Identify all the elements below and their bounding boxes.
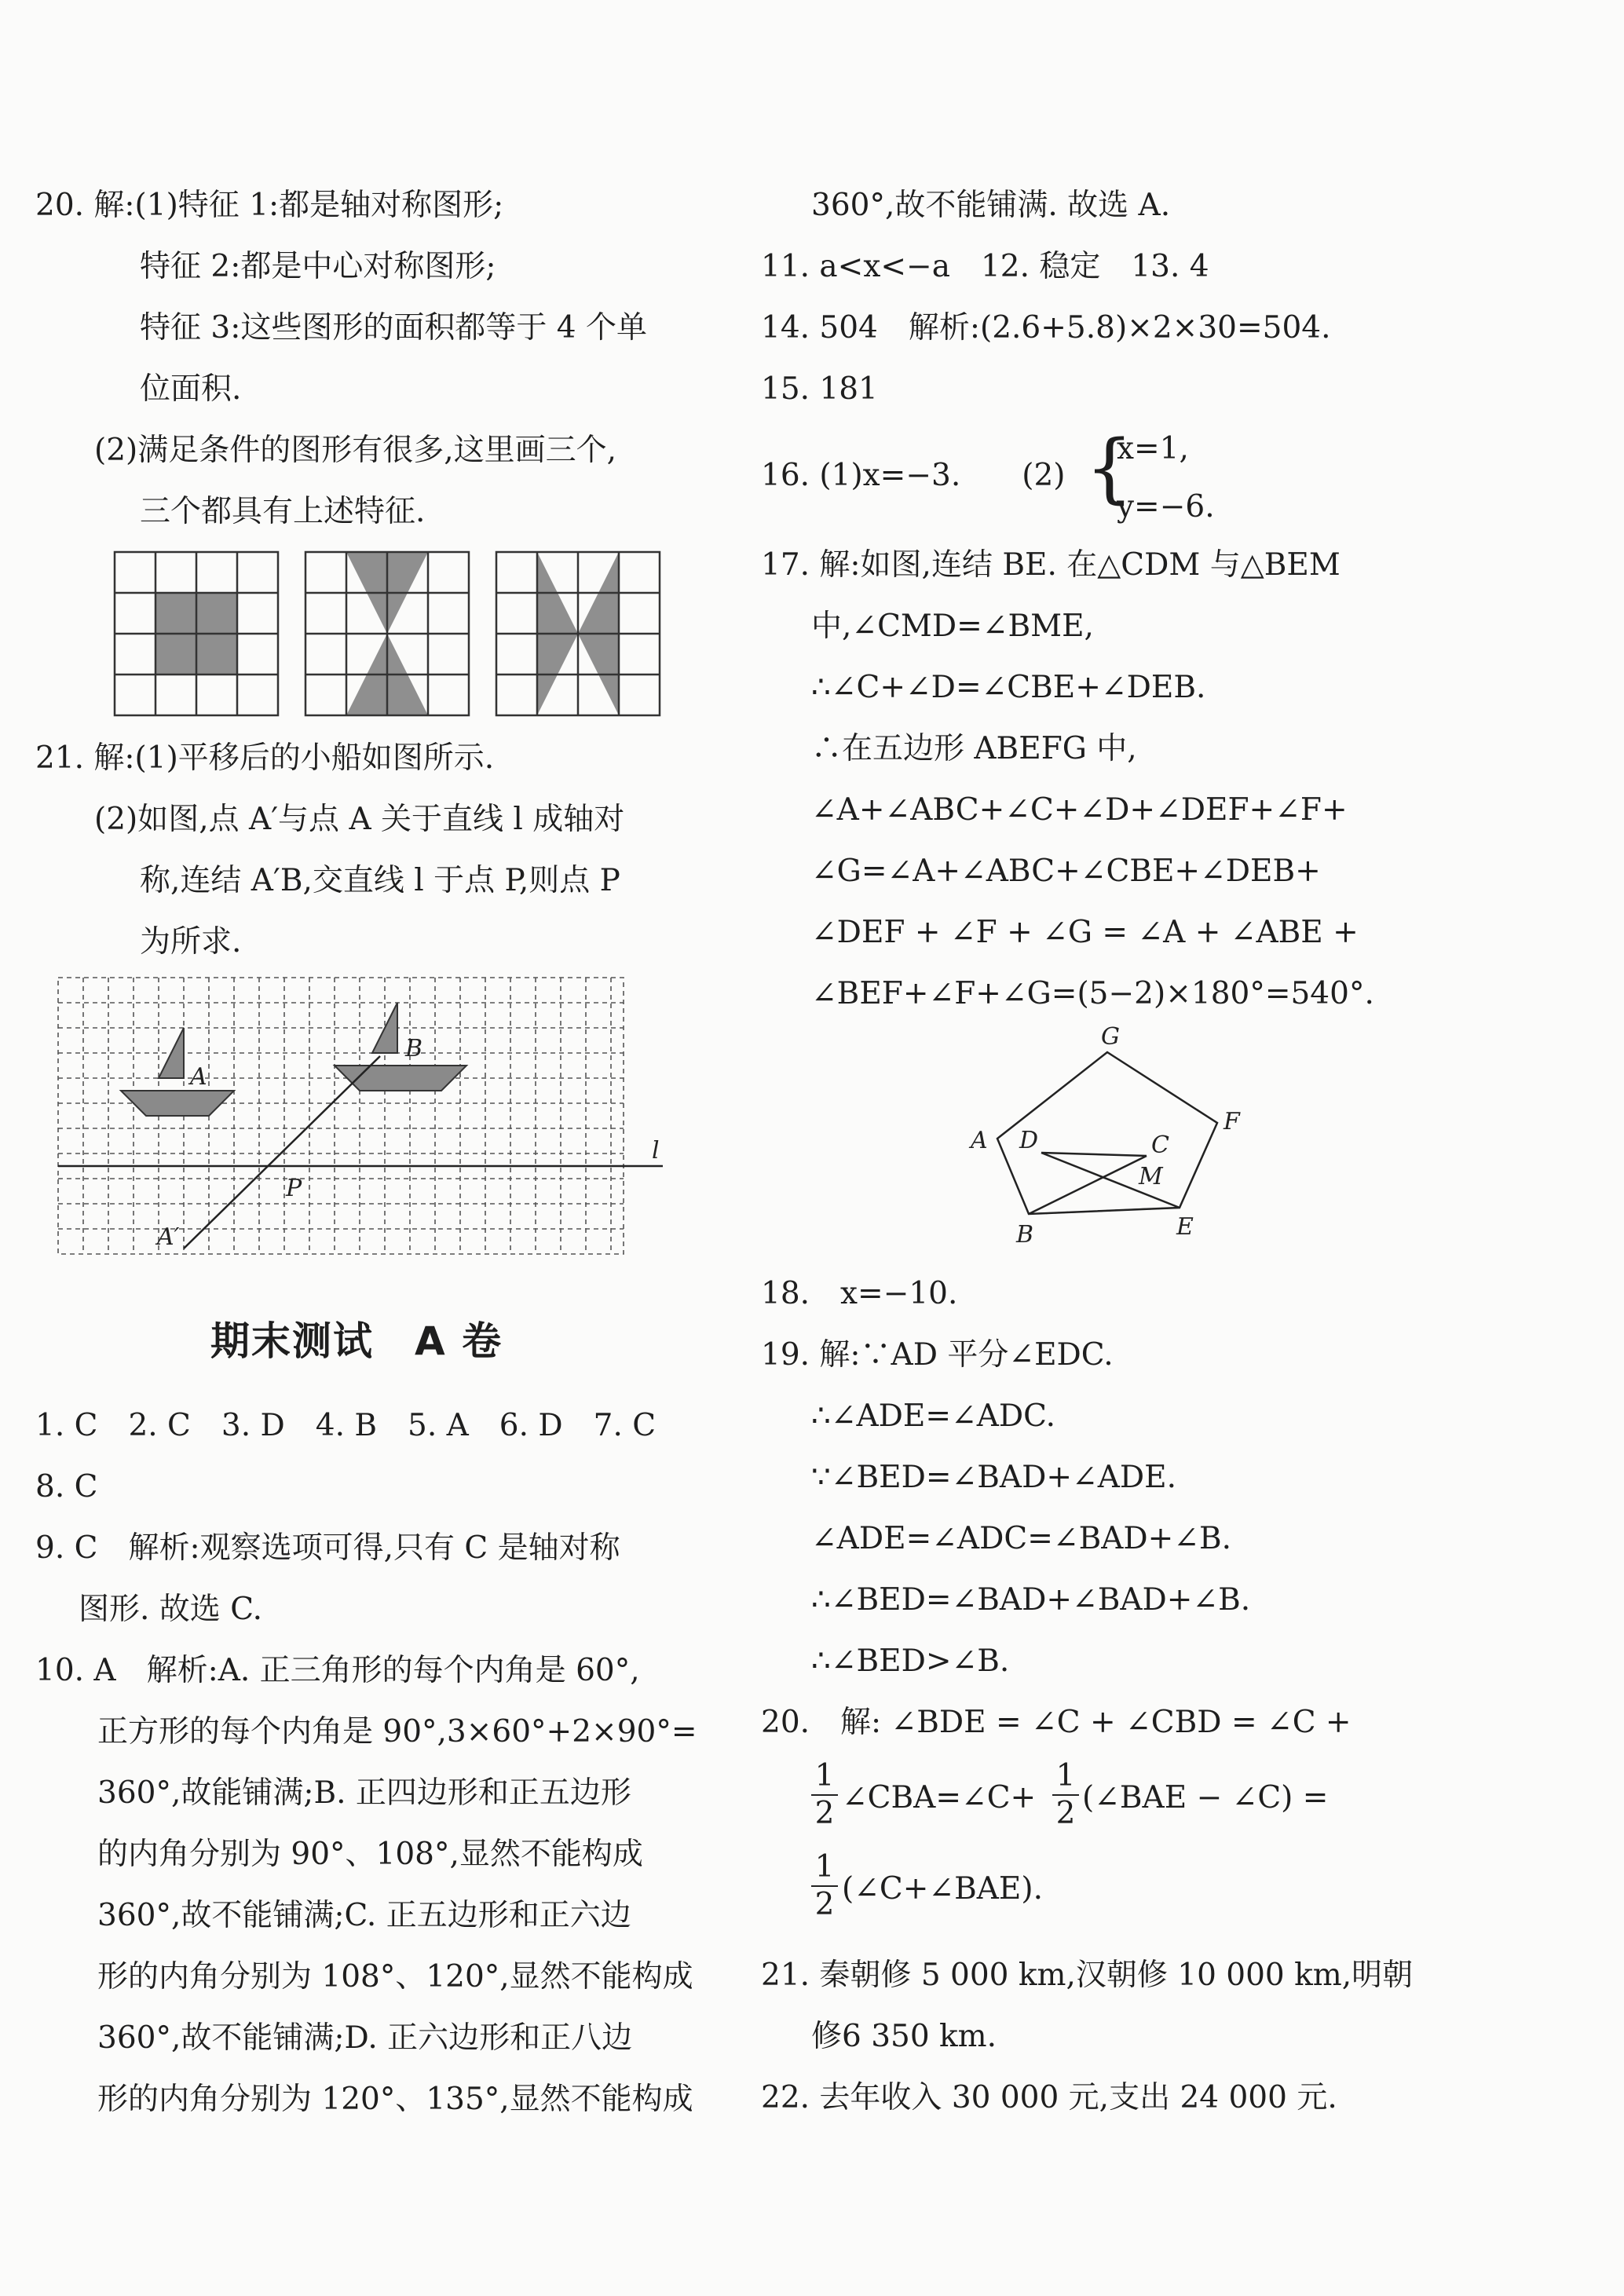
q20r-line-2b: (∠BAE − ∠C) = xyxy=(1082,1780,1329,1815)
q20r-fraction-3 xyxy=(811,1850,838,1922)
label-a: A xyxy=(971,1127,988,1154)
fraction-denominator: 2 xyxy=(814,1796,835,1831)
q19-line-4: ∠ADE=∠ADC=∠BAD+∠B. xyxy=(811,1521,1232,1556)
q20r-line-2: ∠CBA=∠C+ xyxy=(842,1780,1037,1815)
q17-line-1: 17. 解:如图,连结 BE. 在△CDM 与△BEM xyxy=(761,547,1341,583)
label-l: l xyxy=(652,1137,660,1164)
answers-line-8: 的内角分别为 90°、108°,显然不能构成 xyxy=(97,1837,643,1872)
q16-system-eq-2: y=−6. xyxy=(1117,489,1215,525)
fraction-numerator: 1 xyxy=(814,1849,835,1885)
answers-line-5: 10. A 解析:A. 正三角形的每个内角是 60°, xyxy=(35,1653,640,1688)
answers-line-1: 1. C 2. C 3. D 4. B 5. A 6. D 7. C xyxy=(35,1408,657,1443)
answers-line-4: 图形. 故选 C. xyxy=(79,1592,263,1627)
q21r-line-2: 修6 350 km. xyxy=(811,2019,997,2054)
answers-line-11: 360°,故不能铺满;D. 正六边形和正八边 xyxy=(97,2020,633,2056)
q20-line-6: 三个都具有上述特征. xyxy=(140,494,426,529)
q20-grid-figures xyxy=(115,552,727,717)
label-d: D xyxy=(1019,1127,1039,1154)
q20r-fraction-2 xyxy=(1052,1759,1079,1831)
answers-line-7: 360°,故能铺满;B. 正四边形和正五边形 xyxy=(97,1775,631,1811)
q20-line-5: (2)满足条件的图形有很多,这里画三个, xyxy=(94,433,617,468)
answers-line-6: 正方形的每个内角是 90°,3×60°+2×90°= xyxy=(97,1714,697,1749)
label-p: P xyxy=(286,1175,302,1202)
fraction-denominator: 2 xyxy=(814,1887,835,1922)
label-f: F xyxy=(1223,1108,1240,1135)
q20-line-1: 20. 解:(1)特征 1:都是轴对称图形; xyxy=(35,188,504,223)
q21-line-3: 称,连结 A′B,交直线 l 于点 P,则点 P xyxy=(140,863,620,898)
label-a-prime: A′ xyxy=(157,1223,180,1251)
q17-line-7: ∠DEF + ∠F + ∠G = ∠A + ∠ABE + xyxy=(811,915,1359,950)
q19-line-5: ∴∠BED=∠BAD+∠BAD+∠B. xyxy=(811,1582,1251,1618)
grid-figure-square xyxy=(115,552,278,715)
q17-line-4: ∴在五边形 ABEFG 中, xyxy=(811,731,1137,766)
fraction-denominator: 2 xyxy=(1055,1796,1076,1831)
q18-line: 18. x=−10. xyxy=(761,1276,958,1311)
q20r-line-3: (∠C+∠BAE). xyxy=(842,1871,1043,1907)
label-m: M xyxy=(1139,1163,1163,1190)
r-line-4: 15. 181 xyxy=(761,371,878,407)
segment-a-prime-b xyxy=(184,1056,380,1249)
answers-line-12: 形的内角分别为 120°、135°,显然不能构成 xyxy=(97,2082,693,2117)
r-line-2: 11. a<x<−a 12. 稳定 13. 4 xyxy=(761,249,1209,284)
q17-line-2: 中,∠CMD=∠BME, xyxy=(811,609,1094,644)
label-a: A xyxy=(190,1063,207,1091)
q21-boat-figure xyxy=(58,978,694,1260)
answers-line-2: 8. C xyxy=(35,1469,98,1504)
boat-original xyxy=(121,1028,234,1116)
label-b: B xyxy=(1016,1221,1034,1249)
q20-line-3: 特征 3:这些图形的面积都等于 4 个单 xyxy=(140,310,647,345)
section-title: 期末测试 A 卷 xyxy=(210,1318,503,1364)
q20-line-4: 位面积. xyxy=(140,371,242,407)
q21-line-4: 为所求. xyxy=(140,924,242,960)
q16-line: 16. (1)x=−3. (2) xyxy=(761,458,1066,493)
q16-system-eq-1: x=1, xyxy=(1117,431,1189,466)
answers-line-10: 形的内角分别为 108°、120°,显然不能构成 xyxy=(97,1959,693,1994)
q21-line-2: (2)如图,点 A′与点 A 关于直线 l 成轴对 xyxy=(94,802,625,837)
fraction-numerator: 1 xyxy=(814,1758,835,1793)
q17-line-3: ∴∠C+∠D=∠CBE+∠DEB. xyxy=(811,670,1206,705)
label-b: B xyxy=(405,1035,423,1062)
grid-figure-vertical-bowtie xyxy=(305,552,469,715)
fraction-numerator: 1 xyxy=(1055,1758,1076,1793)
boat-translated xyxy=(335,1003,466,1091)
q19-line-3: ∵∠BED=∠BAD+∠ADE. xyxy=(811,1460,1176,1495)
answers-line-9: 360°,故不能铺满;C. 正五边形和正六边 xyxy=(97,1898,631,1933)
label-e: E xyxy=(1176,1213,1194,1241)
q19-line-2: ∴∠ADE=∠ADC. xyxy=(811,1398,1056,1434)
q20-line-2: 特征 2:都是中心对称图形; xyxy=(140,249,496,284)
q21r-line-1: 21. 秦朝修 5 000 km,汉朝修 10 000 km,明朝 xyxy=(761,1958,1414,1993)
answers-line-3: 9. C 解析:观察选项可得,只有 C 是轴对称 xyxy=(35,1530,620,1566)
q20r-fraction-1 xyxy=(811,1759,838,1831)
label-g: G xyxy=(1101,1023,1120,1051)
q17-pentagon-figure xyxy=(966,1023,1249,1264)
q19-line-6: ∴∠BED>∠B. xyxy=(811,1643,1010,1679)
q17-line-8: ∠BEF+∠F+∠G=(5−2)×180°=540°. xyxy=(811,976,1374,1011)
grid-figure-horizontal-bowtie xyxy=(496,552,660,715)
q20r-line-1: 20. 解: ∠BDE = ∠C + ∠CBD = ∠C + xyxy=(761,1705,1352,1740)
q17-line-6: ∠G=∠A+∠ABC+∠CBE+∠DEB+ xyxy=(811,854,1321,889)
r-line-3: 14. 504 解析:(2.6+5.8)×2×30=504. xyxy=(761,310,1331,345)
q21-line-1: 21. 解:(1)平移后的小船如图所示. xyxy=(35,740,495,776)
q16-brace: { xyxy=(1085,424,1134,512)
q19-line-1: 19. 解:∵AD 平分∠EDC. xyxy=(761,1337,1114,1373)
label-c: C xyxy=(1151,1132,1169,1159)
q22-line: 22. 去年收入 30 000 元,支出 24 000 元. xyxy=(761,2080,1337,2115)
r-line-1: 360°,故不能铺满. 故选 A. xyxy=(811,188,1171,223)
q17-line-5: ∠A+∠ABC+∠C+∠D+∠DEF+∠F+ xyxy=(811,792,1348,828)
